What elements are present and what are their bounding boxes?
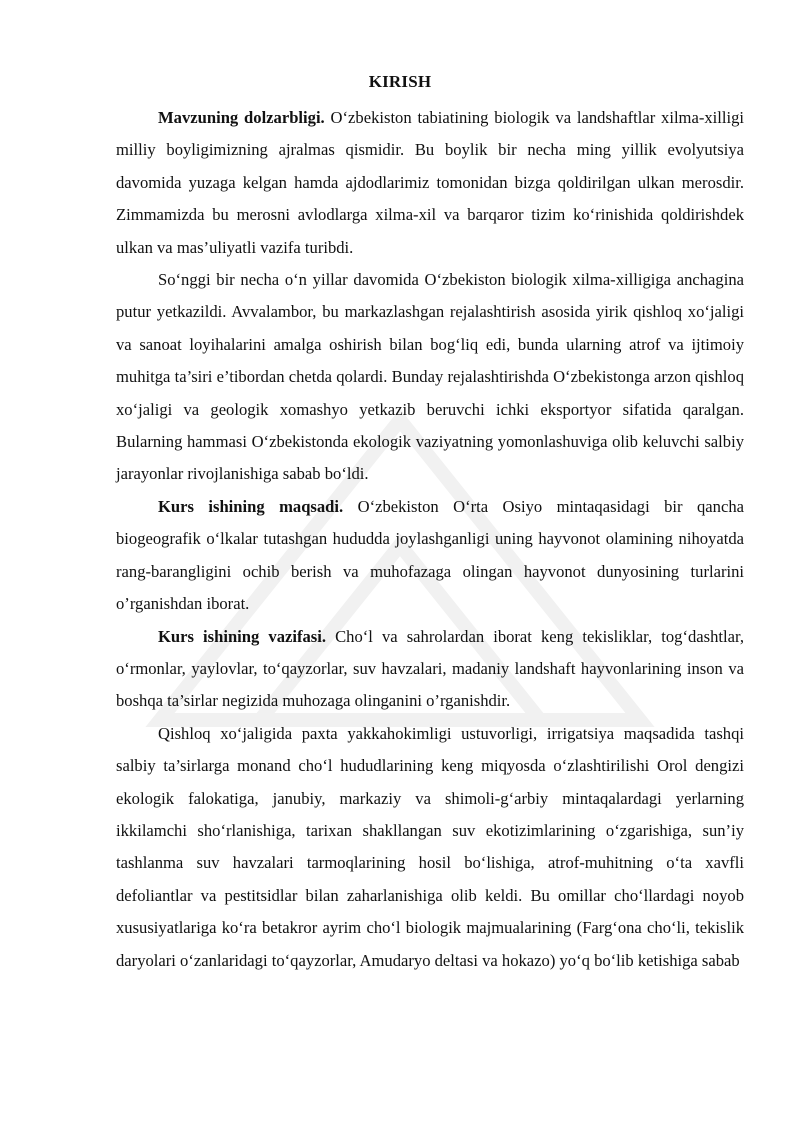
paragraph-text: O‘zbekiston O‘rta Osiyo mintaqasidagi bir qancha biogeografik o‘lkalar tutashgan hududda joylashganligi uning hayvonot olamining nihoyatda rang-barangligini ochib berish va muhofazaga olingan hayvonot dunyosining turlarini o’rganishdan iborat. <box>116 496 744 614</box>
paragraph-text: So‘nggi bir necha o‘n yillar davomida O‘zbekiston biologik xilma-xilligiga anchagina putur yetkazildi. Avvalambor, bu markazlashgan rejalashtirish asosida yirik qishloq xo‘jaligi va sanoat loyihalarini amalga oshirish bilan bog‘liq edi, bunda ularning atrof va ijtimoiy muhitga ta’siri e’tibordan chetda qolardi. Bunday rejalashtirishda O‘zbekistonga arzon qishloq xo‘jaligi va geologik xomashyo yetkazib beruvchi ichki eksportyor sifatida qaralgan. Bularning hammasi O‘zbekistonda ekologik vaziyatning yomonlashuviga olib keluvchi salbiy jarayonlar rivojlanishiga sabab bo‘ldi. <box>116 270 744 484</box>
paragraph-lead: Kurs ishining vazifasi. <box>158 626 327 646</box>
paragraph-lead: Mavzuning dolzarbligi. <box>158 108 325 127</box>
paragraph-task <box>116 621 744 718</box>
paragraph-text: Qishloq xo‘jaligida paxta yakkahokimligi ustuvorligi, irrigatsiya maqsadida tashqi salbiy ta’sirlarga monand cho‘l hududlarining keng miqyosda o‘zlashtirilishi Orol dengizi ekologik falokatiga, janubiy, markaziy va shimoli-g‘arbiy mintaqalardagi yerlarning ikkilamchi sho‘rlanishiga, tarixan shakllangan suv ekotizimlarining o‘zgarishiga, sun’iy tashlanma suv havzalari tarmoqlarining hosil bo‘lishiga, atrof-muhitning o‘ta xavfli defoliantlar va pestitsidlar bilan zaharlanishiga olib keldi. Bu omillar cho‘llardagi noyob xususiyatlariga ko‘ra betakror ayrim cho‘l biologik majmualarining (Farg‘ona cho‘li, tekislik daryolari o‘zanlaridagi to‘qayzorlar, Amudaryo deltasi va hokazo) yo‘q bo‘lib ketishiga sabab <box>116 723 744 970</box>
paragraph-relevance <box>116 102 744 264</box>
document-body <box>116 102 744 977</box>
paragraph-text: O‘zbekiston tabiatining biologik va landshaftlar xilma-xilligi milliy boyligimizning ajralmas qismidir. Bu boylik bir necha ming yillik evolyutsiya davomida yuzaga kelgan hamda ajdodlarimiz tomonidan bizga qoldirilgan ulkan merosdir. Zimmamizda bu merosni avlodlarga xilma-xil va barqaror tizim ko‘rinishida qoldirishdek ulkan va mas’uliyatli vazifa turibdi. <box>116 108 745 257</box>
page-title: KIRISH <box>368 72 432 91</box>
paragraph-context <box>116 264 744 491</box>
paragraph-goal <box>116 491 744 621</box>
paragraph-agriculture <box>116 718 744 977</box>
paragraph-lead: Kurs ishining maqsadi. <box>158 496 344 516</box>
paragraph-text: Cho‘l va sahrolardan iborat keng tekisliklar, tog‘dashtlar, o‘rmonlar, yaylovlar, to‘qayzorlar, suv havzalari, madaniy landshaft hayvonlarining inson va boshqa ta’sirlar negizida muhozaga olinganini o’rganishdir. <box>116 626 745 711</box>
